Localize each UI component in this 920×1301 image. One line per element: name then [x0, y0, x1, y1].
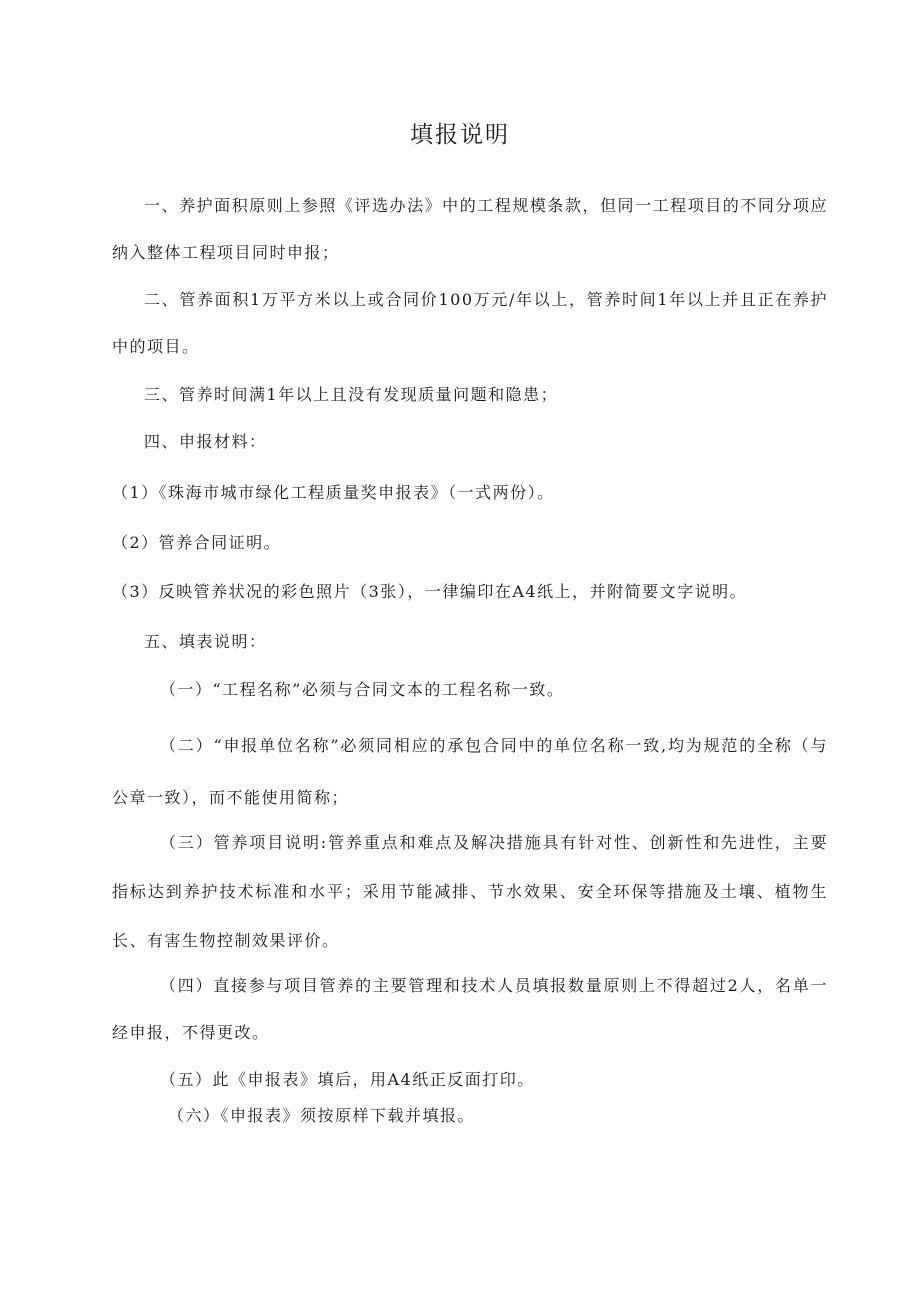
- paragraph-3: 三、管养时间满1年以上且没有发现质量问题和隐患；: [144, 385, 559, 404]
- paragraph-2: 二、管养面积1万平方米以上或合同价100万元/年以上，管养时间1年以上并且正在养护中的项目。: [112, 290, 828, 356]
- paragraph-4: 四、申报材料：: [144, 432, 267, 451]
- subitem-5: （五）此《申报表》填后，用A4纸正反面打印。: [160, 1070, 535, 1089]
- subitem-3: （三）管养项目说明:管养重点和难点及解决措施具有针对性、创新性和先进性，主要指标达到养护技术标准和水平；采用节能减排、节水效果、安全环保等措施及土壤、植物生长、有害生物控制效果评价。: [112, 833, 828, 950]
- subitem-1: （一）“工程名称”必须与合同文本的工程名称一致。: [160, 680, 565, 699]
- list-item-1: （1）《珠海市城市绿化工程质量奖申报表》（一式两份）。: [112, 483, 555, 502]
- paragraph-5: 五、填表说明：: [144, 632, 267, 651]
- subitem-6: （六）《申报表》须按原样下载并填报。: [168, 1106, 476, 1125]
- subitem-4: （四）直接参与项目管养的主要管理和技术人员填报数量原则上不得超过2人，名单一经申报，不得更改。: [112, 976, 828, 1042]
- list-item-2: （2）管养合同证明。: [112, 533, 282, 552]
- list-item-3: （3）反映管养状况的彩色照片（3张），一律编印在A4纸上，并附简要文字说明。: [112, 582, 748, 601]
- subitem-2: （二）“申报单位名称”必须同相应的承包合同中的单位名称一致,均为规范的全称（与公章一致），而不能使用简称；: [112, 736, 828, 807]
- paragraph-1: 一、养护面积原则上参照《评选办法》中的工程规模条款，但同一工程项目的不同分项应纳入整体工程项目同时申报；: [112, 196, 828, 262]
- page-title: 填报说明: [410, 122, 510, 148]
